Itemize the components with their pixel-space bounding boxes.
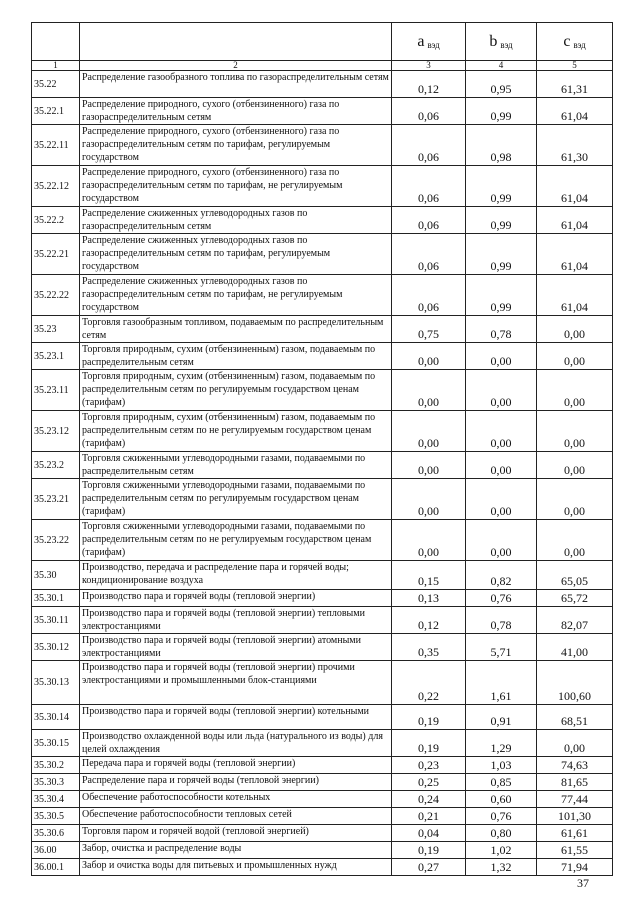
value-a: 0,00: [392, 452, 466, 479]
value-c: 61,55: [537, 842, 613, 859]
row-name: Передача пара и горячей воды (тепловой энергии): [80, 757, 392, 774]
table-row: [32, 207, 613, 234]
value-a: 0,35: [392, 634, 466, 661]
value-a: 0,00: [392, 520, 466, 561]
value-c: 61,04: [537, 166, 613, 207]
table-row: [32, 166, 613, 207]
value-b: 0,99: [466, 98, 537, 125]
value-b: 1,02: [466, 842, 537, 859]
value-a: 0,19: [392, 842, 466, 859]
value-a: 0,00: [392, 411, 466, 452]
row-name: Торговля сжиженными углеводородными газами, подаваемыми по распределительным сетям по регулируемым государством ценам (тарифам): [80, 479, 392, 520]
row-name: Производство пара и горячей воды (тепловой энергии) атомными электростанциями: [80, 634, 392, 661]
value-c: 0,00: [537, 411, 613, 452]
value-a: 0,12: [392, 71, 466, 98]
value-a: 0,22: [392, 661, 466, 705]
value-b: 1,32: [466, 859, 537, 876]
table-row: [32, 705, 613, 730]
table-row: [32, 561, 613, 590]
value-c: 61,04: [537, 207, 613, 234]
table-row: [32, 634, 613, 661]
row-code: 35.22.1: [32, 98, 80, 125]
row-code: 35.22: [32, 71, 80, 98]
value-b: 0,00: [466, 370, 537, 411]
row-name: Производство пара и горячей воды (тепловой энергии) тепловыми электростанциями: [80, 607, 392, 634]
value-c: 82,07: [537, 607, 613, 634]
coef-b-subscript: вэд: [500, 40, 513, 50]
row-name: Распределение пара и горячей воды (тепловой энергии): [80, 774, 392, 791]
row-code: 35.22.2: [32, 207, 80, 234]
column-number: 4: [466, 61, 537, 71]
value-c: 81,65: [537, 774, 613, 791]
row-name: Распределение сжиженных углеводородных газов по газораспределительным сетям: [80, 207, 392, 234]
value-c: 100,60: [537, 661, 613, 705]
table-row: [32, 808, 613, 825]
value-a: 0,75: [392, 316, 466, 343]
table-row: [32, 590, 613, 607]
row-code: 35.30: [32, 561, 80, 590]
value-c: 0,00: [537, 479, 613, 520]
value-b: 0,76: [466, 808, 537, 825]
header-cell-a: [392, 23, 466, 61]
row-code: 35.30.4: [32, 791, 80, 808]
value-c: 0,00: [537, 730, 613, 757]
value-a: 0,25: [392, 774, 466, 791]
header-row: [32, 23, 613, 61]
value-a: 0,00: [392, 343, 466, 370]
value-b: 0,91: [466, 705, 537, 730]
value-a: 0,06: [392, 275, 466, 316]
value-b: 0,82: [466, 561, 537, 590]
row-name: Торговля сжиженными углеводородными газами, подаваемыми по распределительным сетям: [80, 452, 392, 479]
value-c: 71,94: [537, 859, 613, 876]
value-b: 0,80: [466, 825, 537, 842]
value-b: 0,99: [466, 234, 537, 275]
row-name: Производство пара и горячей воды (тепловой энергии) котельными: [80, 705, 392, 730]
value-c: 0,00: [537, 316, 613, 343]
value-b: 0,00: [466, 411, 537, 452]
table-row: [32, 411, 613, 452]
table-row: [32, 125, 613, 166]
table-row: [32, 791, 613, 808]
value-b: 0,99: [466, 166, 537, 207]
row-name: Обеспечение работоспособности тепловых сетей: [80, 808, 392, 825]
table-row: [32, 452, 613, 479]
row-code: 35.30.14: [32, 705, 80, 730]
value-a: 0,06: [392, 234, 466, 275]
value-a: 0,00: [392, 370, 466, 411]
value-b: 0,85: [466, 774, 537, 791]
row-name: Торговля природным, сухим (отбензиненным) газом, подаваемым по распределительным сетям: [80, 343, 392, 370]
column-number: 1: [32, 61, 80, 71]
row-name: Забор, очистка и распределение воды: [80, 842, 392, 859]
value-b: 0,00: [466, 479, 537, 520]
row-code: 35.22.11: [32, 125, 80, 166]
value-a: 0,06: [392, 98, 466, 125]
row-name: Торговля природным, сухим (отбензиненным) газом, подаваемым по распределительным сетям по регулируемым государством ценам (тарифам): [80, 370, 392, 411]
header-cell-c: [537, 23, 613, 61]
row-code: 36.00.1: [32, 859, 80, 876]
table-row: [32, 479, 613, 520]
value-a: 0,00: [392, 479, 466, 520]
coef-a-subscript: вэд: [427, 40, 440, 50]
row-name: Торговля паром и горячей водой (тепловой энергией): [80, 825, 392, 842]
value-b: 0,00: [466, 452, 537, 479]
row-code: 35.30.6: [32, 825, 80, 842]
value-a: 0,19: [392, 730, 466, 757]
row-code: 35.30.12: [32, 634, 80, 661]
table-row: [32, 234, 613, 275]
value-a: 0,15: [392, 561, 466, 590]
table-row: [32, 757, 613, 774]
value-c: 61,31: [537, 71, 613, 98]
value-b: 1,03: [466, 757, 537, 774]
row-code: 35.22.22: [32, 275, 80, 316]
row-name: Распределение природного, сухого (отбензиненного) газа по газораспределительным сетям по тарифам, регулируемым государством: [80, 125, 392, 166]
row-code: 36.00: [32, 842, 80, 859]
coef-b-letter: b: [489, 33, 498, 50]
value-c: 61,04: [537, 98, 613, 125]
row-code: 35.22.21: [32, 234, 80, 275]
value-b: 0,78: [466, 316, 537, 343]
table-row: [32, 275, 613, 316]
table-row: [32, 730, 613, 757]
value-b: 1,29: [466, 730, 537, 757]
value-c: 61,04: [537, 275, 613, 316]
value-b: 0,76: [466, 590, 537, 607]
row-name: Распределение сжиженных углеводородных газов по газораспределительным сетям по тарифам, регулируемым государством: [80, 234, 392, 275]
row-name: Распределение природного, сухого (отбензиненного) газа по газораспределительным сетям: [80, 98, 392, 125]
value-a: 0,13: [392, 590, 466, 607]
row-name: Производство пара и горячей воды (тепловой энергии): [80, 590, 392, 607]
value-b: 0,60: [466, 791, 537, 808]
row-code: 35.23.12: [32, 411, 80, 452]
value-b: 0,99: [466, 275, 537, 316]
table-row: [32, 98, 613, 125]
table-row: [32, 774, 613, 791]
row-code: 35.23.11: [32, 370, 80, 411]
value-c: 0,00: [537, 452, 613, 479]
row-code: 35.30.5: [32, 808, 80, 825]
value-c: 0,00: [537, 520, 613, 561]
table-row: [32, 859, 613, 876]
column-number: 2: [80, 61, 392, 71]
row-name: Забор и очистка воды для питьевых и промышленных нужд: [80, 859, 392, 876]
value-c: 77,44: [537, 791, 613, 808]
table-row: [32, 316, 613, 343]
table-row: [32, 842, 613, 859]
header-cell-b: [466, 23, 537, 61]
row-code: 35.30.2: [32, 757, 80, 774]
value-a: 0,04: [392, 825, 466, 842]
column-number: 3: [392, 61, 466, 71]
value-c: 65,72: [537, 590, 613, 607]
value-c: 74,63: [537, 757, 613, 774]
value-c: 68,51: [537, 705, 613, 730]
value-c: 0,00: [537, 370, 613, 411]
row-code: 35.22.12: [32, 166, 80, 207]
row-code: 35.30.13: [32, 661, 80, 705]
value-a: 0,24: [392, 791, 466, 808]
value-a: 0,06: [392, 166, 466, 207]
row-code: 35.30.15: [32, 730, 80, 757]
value-a: 0,06: [392, 125, 466, 166]
page-number: 37: [577, 876, 589, 890]
row-name: Распределение природного, сухого (отбензиненного) газа по газораспределительным сетям по тарифам, не регулируемым государством: [80, 166, 392, 207]
value-c: 61,30: [537, 125, 613, 166]
row-name: Производство, передача и распределение пара и горячей воды; кондиционирование воздуха: [80, 561, 392, 590]
value-b: 1,61: [466, 661, 537, 705]
row-name: Торговля природным, сухим (отбензиненным) газом, подаваемым по распределительным сетям по не регулируемым государством ценам (тарифам): [80, 411, 392, 452]
table-row: [32, 71, 613, 98]
value-a: 0,19: [392, 705, 466, 730]
value-b: 0,78: [466, 607, 537, 634]
coef-c-subscript: вэд: [573, 40, 586, 50]
table-row: [32, 607, 613, 634]
table-row: [32, 343, 613, 370]
value-b: 0,00: [466, 520, 537, 561]
row-code: 35.23.22: [32, 520, 80, 561]
value-a: 0,12: [392, 607, 466, 634]
row-name: Обеспечение работоспособности котельных: [80, 791, 392, 808]
value-c: 41,00: [537, 634, 613, 661]
coef-a-letter: a: [417, 33, 425, 50]
row-name: Производство пара и горячей воды (тепловой энергии) прочими электростанциями и промышленными блок-станциями: [80, 661, 392, 705]
row-code: 35.23.2: [32, 452, 80, 479]
value-a: 0,06: [392, 207, 466, 234]
table-row: [32, 661, 613, 705]
value-a: 0,27: [392, 859, 466, 876]
value-b: 0,98: [466, 125, 537, 166]
row-code: 35.23.1: [32, 343, 80, 370]
row-code: 35.30.3: [32, 774, 80, 791]
table-row: [32, 520, 613, 561]
value-b: 0,99: [466, 207, 537, 234]
row-name: Торговля сжиженными углеводородными газами, подаваемыми по распределительным сетям по не регулируемым государством ценам (тарифам): [80, 520, 392, 561]
value-c: 61,04: [537, 234, 613, 275]
value-b: 5,71: [466, 634, 537, 661]
header-cell-code: [32, 23, 80, 61]
table-row: [32, 825, 613, 842]
row-code: 35.30.11: [32, 607, 80, 634]
row-code: 35.23.21: [32, 479, 80, 520]
row-name: Распределение сжиженных углеводородных газов по газораспределительным сетям по тарифам, не регулируемым государством: [80, 275, 392, 316]
table-row: [32, 370, 613, 411]
row-name: Распределение газообразного топлива по газораспределительным сетям: [80, 71, 392, 98]
value-b: 0,00: [466, 343, 537, 370]
value-a: 0,23: [392, 757, 466, 774]
coefficients-table: [31, 22, 613, 876]
column-number-row: [32, 61, 613, 71]
value-c: 101,30: [537, 808, 613, 825]
column-number: 5: [537, 61, 613, 71]
value-c: 65,05: [537, 561, 613, 590]
value-c: 0,00: [537, 343, 613, 370]
value-c: 61,61: [537, 825, 613, 842]
value-a: 0,21: [392, 808, 466, 825]
row-code: 35.23: [32, 316, 80, 343]
row-name: Торговля газообразным топливом, подаваемым по распределительным сетям: [80, 316, 392, 343]
row-code: 35.30.1: [32, 590, 80, 607]
value-b: 0,95: [466, 71, 537, 98]
coef-c-letter: c: [563, 33, 571, 50]
row-name: Производство охлажденной воды или льда (натурального из воды) для целей охлаждения: [80, 730, 392, 757]
header-cell-name: [80, 23, 392, 61]
